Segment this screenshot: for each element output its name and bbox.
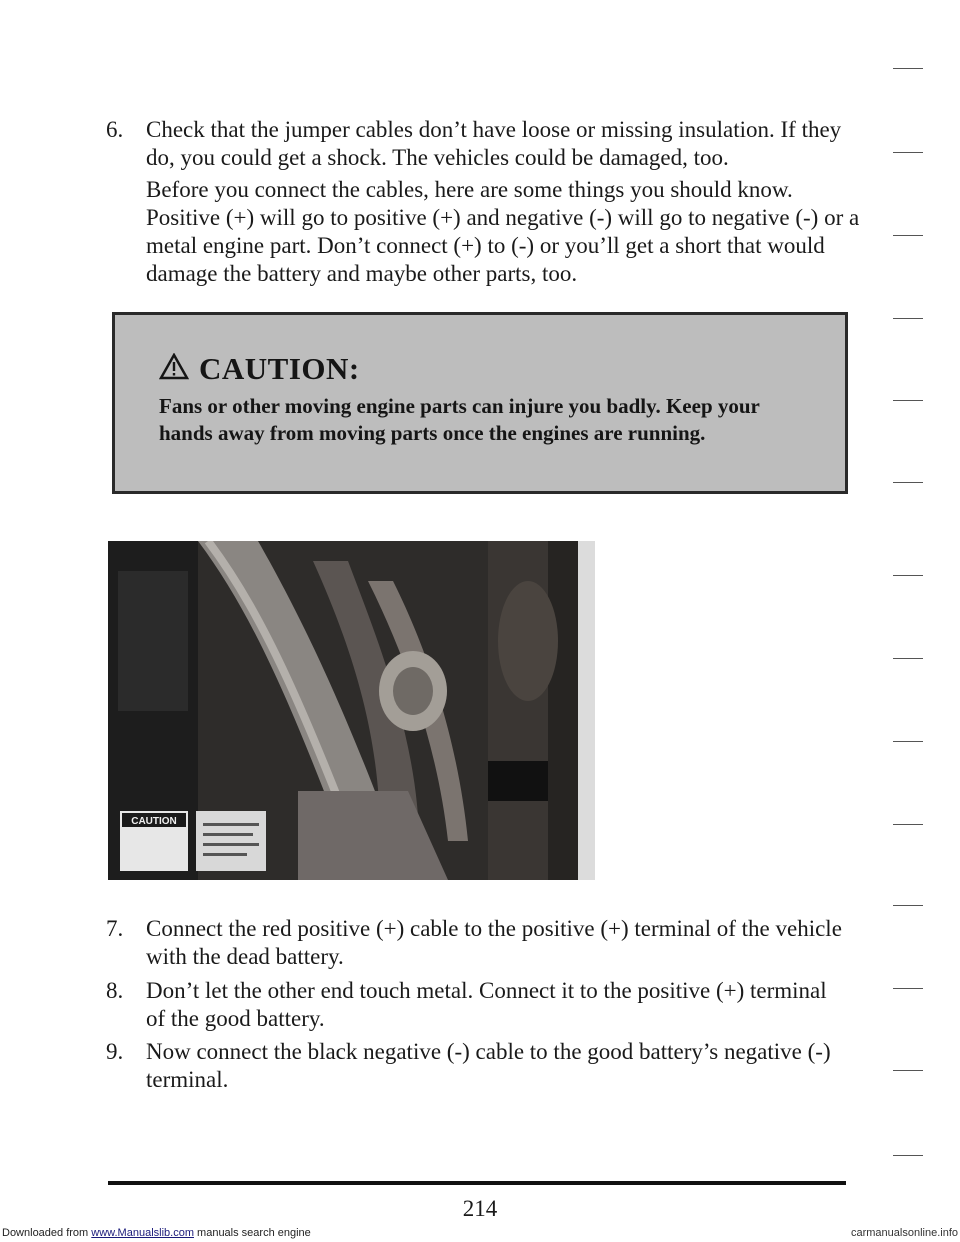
edge-mark [893,1155,923,1156]
step-text: Don’t let the other end touch metal. Connect it to the positive (+) terminal of the good battery. [146,978,827,1031]
footer-prefix: Downloaded from [2,1227,92,1239]
step-8 [106,977,846,1033]
edge-mark [893,905,923,906]
watermark: carmanualsonline.info [850,1227,958,1239]
caution-header [159,351,360,387]
edge-mark [893,575,923,576]
warning-triangle-icon [159,353,189,385]
step-6 [106,116,846,172]
step-9 [106,1038,846,1094]
step-number: 9. [106,1039,124,1064]
caution-title: CAUTION: [199,351,360,386]
step-text: Now connect the black negative (-) cable to the good battery’s negative (-) terminal. [146,1039,831,1092]
edge-mark [893,658,923,659]
photo-caution-label: CAUTION [131,816,177,827]
edge-mark [893,400,923,401]
step-number: 8. [106,978,124,1003]
caution-text: Fans or other moving engine parts can injure you badly. Keep your hands away from moving parts once the engines are running. [159,394,760,445]
edge-mark [893,824,923,825]
step-7 [106,915,846,971]
edge-mark [893,482,923,483]
footer-suffix: manuals search engine [193,1227,311,1239]
download-footer [0,1226,960,1242]
page-number: 214 [462,1196,498,1221]
edge-mark [893,152,923,153]
step-number: 6. [106,117,124,142]
edge-mark [893,68,923,69]
step-number: 7. [106,916,124,941]
manualslib-link[interactable]: www.Manualslib.com [91,1227,194,1239]
caution-box [112,312,848,494]
edge-mark [893,1070,923,1071]
download-source [2,1227,311,1239]
footer-rule [108,1181,846,1185]
edge-mark [893,318,923,319]
edge-mark [893,988,923,989]
edge-mark [893,741,923,742]
engine-photo [108,541,595,880]
edge-mark [893,235,923,236]
intro-paragraph: Before you connect the cables, here are some things you should know. Positive (+) will go to positive (+) and negative (-) will go to negative (-) or a metal engine part. Don’t connect (+) to (-) or you’ll get a short that would damage the battery and maybe other parts, too. [146,177,860,286]
step-text: Check that the jumper cables don’t have loose or missing insulation. If they do, you could get a shock. The vehicles could be damaged, too. [146,117,842,170]
step-text: Connect the red positive (+) cable to the positive (+) terminal of the vehicle with the dead battery. [146,916,842,969]
